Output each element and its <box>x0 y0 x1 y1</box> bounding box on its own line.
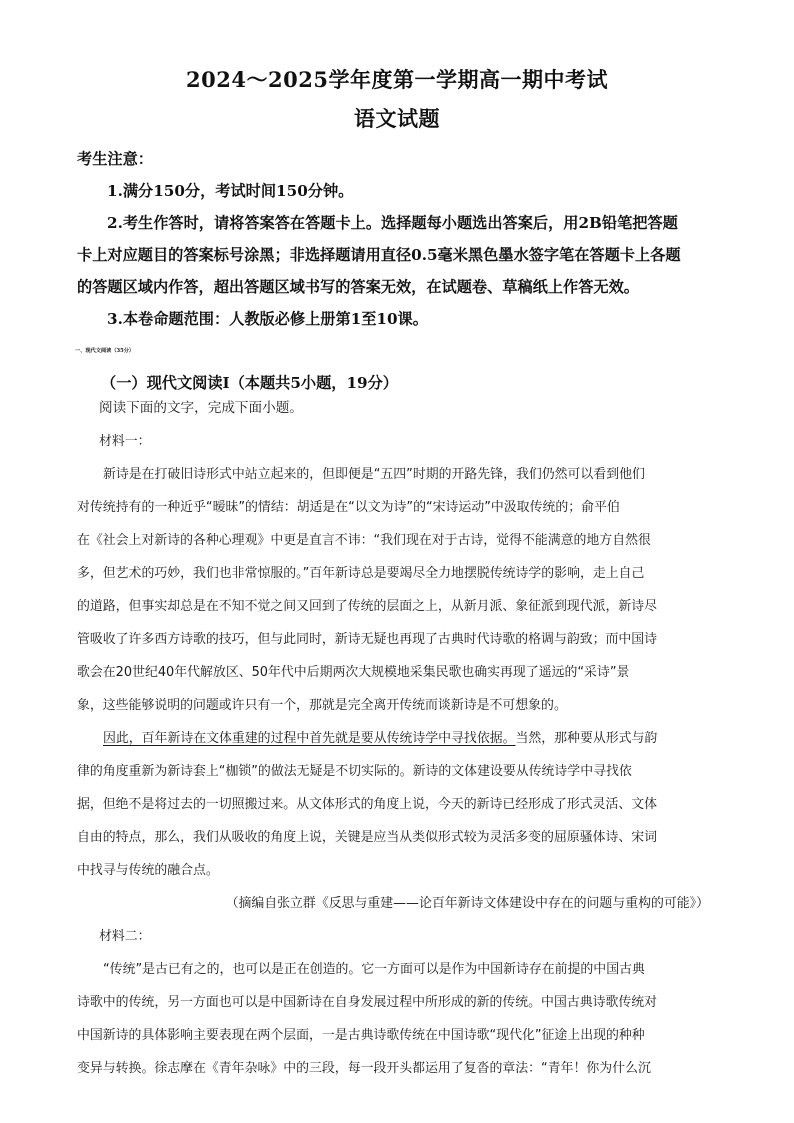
material-1-line: 象，这些能够说明的问题或许只有一个，那就是完全离开传统而谈新诗是不可想象的。 <box>77 698 567 713</box>
material-1-line: 在《社会上对新诗的各种心理观》中更是直言不讳：“我们现在对于古诗，觉得不能满意的地方自然很 <box>77 533 651 548</box>
material-2-line: 诗歌中的传统，另一方面也可以是中国新诗在自身发展过程中所形成的新的传统。中国古典诗歌传统对 <box>77 995 658 1010</box>
notice-item-2-line-1: 2.考生作答时，请将答案答在答题卡上。选择题每小题选出答案后，用2B铅笔把答题 <box>107 214 678 232</box>
material-2-line: 变异与转换。徐志摩在《青年杂咏》中的三段，每一段开头都运用了复沓的章法：“青年！你为什么沉 <box>77 1061 651 1076</box>
material-2-line: “传统”是古已有之的，也可以是正在创造的。它一方面可以是作为中国新诗存在前提的中国古典 <box>103 962 645 977</box>
reading-instruction: 阅读下面的文字，完成下面小题。 <box>99 400 303 416</box>
sub-section-heading: （一）现代文阅读Ⅰ（本题共5小题，19分） <box>101 374 398 392</box>
material-1-line: 多，但艺术的巧妙，我们也非常惊服的。”百年新诗总是要竭尽全力地摆脱传统诗学的影响，走上自己 <box>77 566 645 581</box>
section-heading: 一、现代文阅读（35分） <box>75 348 135 354</box>
material-1-line: 律的角度重新为新诗套上“枷锁”的做法无疑是不切实际的。新诗的文体建设要从传统诗学中寻找依 <box>77 764 632 779</box>
notice-block <box>77 143 717 399</box>
notice-item-2-line-2: 卡上对应题目的答案标号涂黑；非选择题请用直径0.5毫米黑色墨水签字笔在答题卡上各题 <box>77 246 681 264</box>
material-1-label: 材料一： <box>99 434 151 449</box>
material-1-line: 的道路，但事实却总是在不知不觉之间又回到了传统的层面之上，从新月派、象征派到现代派，新诗尽 <box>77 599 658 614</box>
material-1-paragraph-2-first-line <box>77 722 717 755</box>
material-1-line: 新诗是在打破旧诗形式中站立起来的，但即便是“五四”时期的开路先锋，我们仍然可以看到他们 <box>103 467 645 482</box>
notice-item-1: 1.满分150分，考试时间150分钟。 <box>107 182 354 200</box>
material-1-line: 对传统持有的一种近乎“暧昧”的情结：胡适是在“以文为诗”的“宋诗运动”中汲取传统的；俞平伯 <box>77 500 620 515</box>
material-1-line: 中找寻与传统的融合点。 <box>77 863 219 878</box>
material-1-line: 管吸收了许多西方诗歌的技巧，但与此同时，新诗无疑也再现了古典时代诗歌的格调与韵致；而中国诗 <box>77 632 658 647</box>
paragraph-2-continuation: 当然，那种要从形式与韵 <box>515 731 658 746</box>
notice-item-3: 3.本卷命题范围：人教版必修上册第1至10课。 <box>107 310 428 328</box>
material-1-line: 歌会在20世纪40年代解放区、50年代中后期两次大规模地采集民歌也确实再现了遥远的“采诗”景 <box>77 665 630 680</box>
underlined-sentence: 因此，百年新诗在文体重建的过程中首先就是要从传统诗学中寻找依据。 <box>103 731 516 746</box>
material-1-line: 自由的特点，那么，我们从吸收的角度上说，关键是应当从类似形式较为灵活多变的屈原骚体诗、宋词 <box>77 830 658 845</box>
material-1-line: 据，但绝不是将过去的一切照搬过来。从文体形式的角度上说，今天的新诗已经形成了形式灵活、文体 <box>77 797 658 812</box>
material-1-source: （摘编自张立群《反思与重建——论百年新诗文体建设中存在的问题与重构的可能》） <box>225 896 709 911</box>
exam-subtitle: 语文试题 <box>354 106 440 131</box>
notice-heading: 考生注意： <box>77 150 153 168</box>
material-2-label: 材料二： <box>99 929 151 944</box>
exam-title: 2024～2025学年度第一学期高一期中考试 <box>186 67 608 92</box>
material-2-line: 中国新诗的具体影响主要表现在两个层面，一是古典诗歌传统在中国诗歌“现代化”征途上出现的种种 <box>77 1028 645 1043</box>
reading-passage <box>77 392 717 1085</box>
notice-item-2-line-3: 的答题区域内作答，超出答题区域书写的答案无效，在试题卷、草稿纸上作答无效。 <box>77 278 639 296</box>
